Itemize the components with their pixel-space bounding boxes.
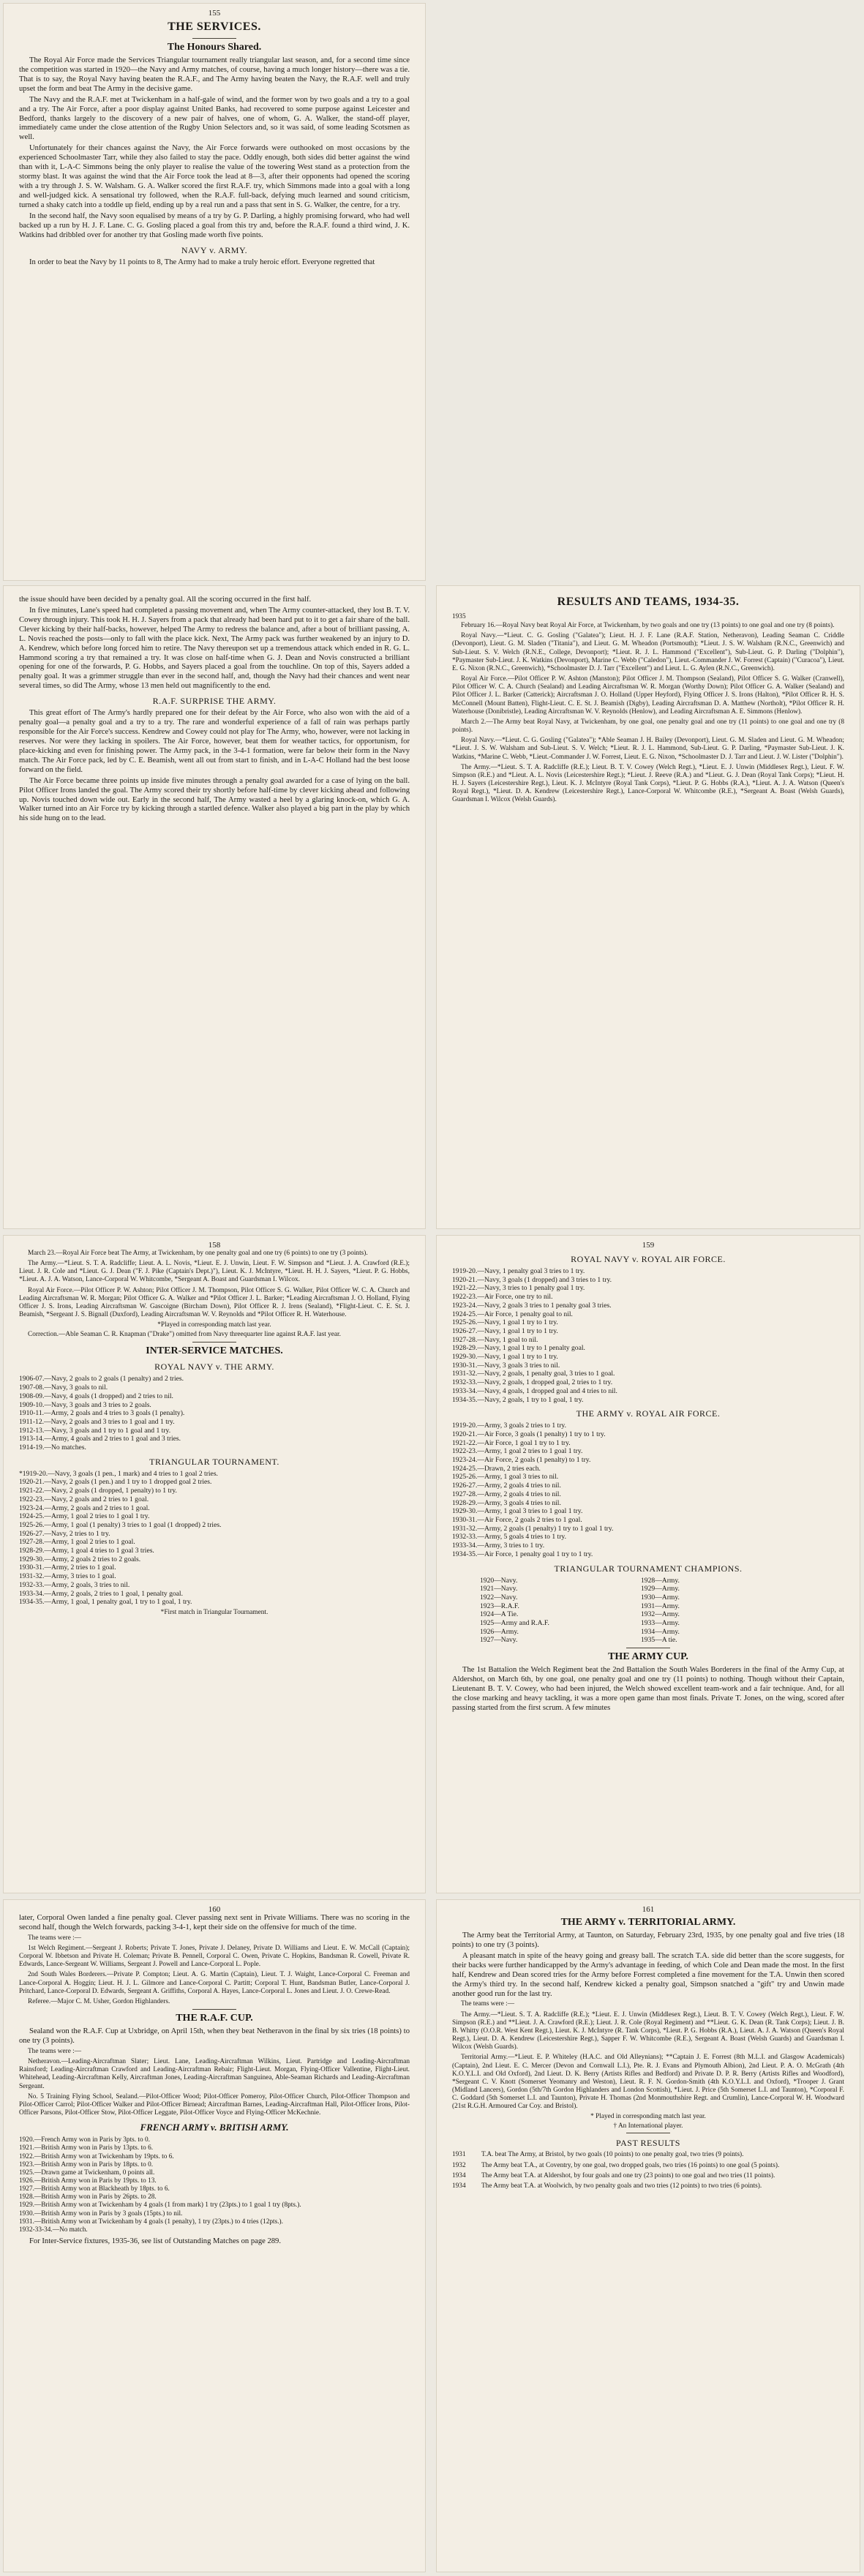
list-item: 1931.—British Army won at Twickenham by 4 goals (1 penalty), 1 try (23pts.) to 4 tries (12pts.). — [19, 2218, 283, 2226]
list-item — [452, 2182, 844, 2193]
list-item: 1929—Army. — [641, 1585, 680, 1593]
list-item: 1919-20.—Navy, 1 penalty goal 3 tries to 1 try. — [452, 1267, 585, 1275]
page-158 — [3, 1235, 426, 1893]
list-item: 1930-31.—Navy, 3 goals 3 tries to nil. — [452, 1361, 560, 1370]
section-subtitle: THE ARMY v. ROYAL AIR FORCE. — [576, 1408, 721, 1419]
list-item: 1929.—British Army won at Twickenham by 4 goals (1 from mark) 1 try (23pts.) to 1 goal 1 try (8pts.). — [19, 2201, 301, 2209]
result-year: 1931 — [452, 2151, 466, 2159]
section-body — [436, 1666, 860, 1713]
page-156 — [3, 585, 426, 1229]
section-title: INTER-SERVICE MATCHES. — [146, 1345, 283, 1357]
list-item: 1910-11.—Army, 2 goals and 4 tries to 3 goals (1 penalty). — [19, 1409, 185, 1418]
list-item: 1922.—British Army won at Twickenham by 19pts. to 6. — [19, 2152, 174, 2160]
section-subtitle: ROYAL NAVY v. ROYAL AIR FORCE. — [571, 1254, 726, 1264]
team-list: The Army.—*Lieut. S. T. A. Radcliffe; Lieut. A. L. Novis, *Lieut. E. J. Unwin, Lieut. F. W. Simpson and *Lieut. J. A. Crawford (R.E.); Lieut. J. R. Cole and *Lieut. G. J. Dean ("F. J. Pike (Captain's Dept.)"), Lieut. K. J. McIntyre, *Lieut. H. H. J. Sayers, *Lieut. P. G. Hobbs, *Lieut. A. J. A. Watson, Lance-Corporal W. Whitcombe, *Sergeant A. Boast and Guardsman I. Wilcox. — [19, 1260, 410, 1284]
divider — [192, 2009, 236, 2010]
team-list: Royal Navy.—*Lieut. C. G. Gosling ("Galatea"); Lieut. H. J. F. Lane (R.A.F. Station, Netheravon), Leading Seaman C. Criddle (Devonport), Lieut. G. M. Sladen ("Titania"), and Lieut. G. M. Wheadon (Portsmouth); *Lieut. J. S. W. Walsham (R.N.C., Greenwich) and Sub-Lieut. S. V. Welch (R.N.E., College, Devonport); *Lieut. R. J. L. Hammond ("Excellent"), Sub-Lieut. G. P. Darling ("Dolphin"), *Paymaster Sub-Lieut. J. K. Watkins (Devonport), Marine C. Webb ("Caledon"), Lieut.-Commander J. W. Forrest (Captain) ("Curacoa"), Lieut. E. G. Nixon (R.N.C., Greenwich), *Schoolmaster D. J. Tarr ("Excellent") and Lieut. L. G. Aylen (R.N.C., Greenwich). — [452, 632, 844, 672]
list-item: 1932-33.—Navy, 2 goals, 1 dropped goal, 2 tries to 1 try. — [452, 1378, 613, 1387]
list-item: 1925-26.—Army, 1 goal (1 penalty) 3 tries to 1 goal (1 dropped) 2 tries. — [19, 1520, 222, 1529]
list-item: 1924-25.—Army, 1 goal 2 tries to 1 goal 1 try. — [19, 1512, 150, 1521]
list-item: 1935—A tie. — [641, 1636, 677, 1645]
list-item: 1933-34.—Army, 3 tries to 1 try. — [452, 1542, 545, 1550]
list-item: 1929-30.—Army, 1 goal 3 tries to 1 goal 1 try. — [452, 1507, 583, 1516]
paragraph: Unfortunately for their chances against the Navy, the Air Force forwards were outhooked on most occasions by the experienced Schoolmaster Tarr, while they also failed to stay the pace. Oddly enough, both sides did better against the wind than with it, L-A-C Simmons being the only player to realise the value of the towering West stand as a protection from the stormy blast. It was against the wind that the Air Force took the lead at 8—3, after their opponents had opened the scoring with a try through J. S. W. Walsham. G. A. Walker scored the first R.A.F. try, which Simmons made into a goal with a long and well-judged kick. A sensational try followed, when the R.A.F. full-back, defying much learned and sound criticism, turned a shaky catch into a toddle up field, ending up by a real run and a pass that sent in S. G. Walker, the centre, for a try. — [19, 144, 410, 209]
list-item: 1909-10.—Navy, 3 goals and 3 tries to 2 goals. — [19, 1400, 151, 1409]
section-body — [3, 258, 426, 268]
divider — [192, 38, 236, 39]
list-item: 1928-29.—Navy, 1 goal 1 try to 1 penalty goal. — [452, 1344, 585, 1353]
team-list: Netheravon.—Leading-Aircraftman Slater; Lieut. Lane, Leading-Aircraftman Wilkins, Lieut. Partridge and Leading-Aircraftman Rainsford; Leading-Aircraftman Crawford and Leading-Aircraftman Rebair; Flight-Lieut. Morgan, Flying-Officer Vallentine, Flight-Lieut. Whitehead, Leading-Aircraftman Kelly, Aircraftman Jones, Leading-Aircraftman Sanguinea, Able-Seaman Richards and Leading-Aircraftman Sergeant. — [19, 2058, 410, 2090]
list-item: 1925—Army and R.A.F. — [480, 1619, 549, 1628]
list-item: 1921-22.—Air Force, 1 goal 1 try to 1 try. — [452, 1438, 571, 1447]
paragraph: later, Corporal Owen landed a fine penalty goal. Clever passing next sent in Private Williams. There was no scoring in the second half, though the Welch forwards, packing 3-4-1, kept their side on the offensive for much of the time. — [19, 1914, 410, 1931]
page-body — [436, 613, 860, 804]
section-subtitle: TRIANGULAR TOURNAMENT CHAMPIONS. — [554, 1563, 743, 1574]
list-item: 1924-25.—Drawn, 2 tries each. — [452, 1464, 541, 1473]
list-item: 1934-35.—Navy, 2 goals, 1 try to 1 goal, 1 try. — [452, 1395, 584, 1404]
list-item: 1921-22.—Navy, 3 tries to 1 penalty goal 1 try. — [452, 1284, 585, 1293]
list-item: 1933—Army. — [641, 1619, 680, 1628]
list-item: 1919-20.—Army, 3 goals 2 tries to 1 try. — [452, 1422, 566, 1430]
list-item: 1934—Army. — [641, 1627, 680, 1636]
section-body — [3, 56, 426, 241]
paragraph: The Air Force became three points up inside five minutes through a penalty goal awarded for a case of lying on the ball. Pilot Officer Irons landed the goal. The Army scored their try shortly before half-time by clever kicking ahead and following up. Novis touched down wide out. Early in the second half, The Army wasted a heel by a glaring knock-on, which G. A. Walker turned into an Air Force try by kicking through a startled defence. Walker also played a big part in the play by which his side hung on to the lead. — [19, 776, 410, 823]
list-item: 1923-24.—Navy, 2 goals 3 tries to 1 penalty goal 3 tries. — [452, 1301, 612, 1310]
teams-intro: The teams were :— — [28, 1934, 82, 1942]
section-title: THE ARMY CUP. — [608, 1651, 688, 1663]
list-item: 1932-33.—Army, 5 goals 4 tries to 1 try. — [452, 1533, 566, 1542]
page-160 — [3, 1899, 426, 2572]
list-item: 1930-31.—Army, 2 tries to 1 goal. — [19, 1563, 116, 1572]
page-title: THE SERVICES. — [168, 20, 261, 33]
results-list — [3, 1470, 426, 1607]
list-item: 1930—Army. — [641, 1593, 680, 1601]
team-list: Royal Navy.—*Lieut. C. G. Gosling ("Galatea"); *Able Seaman J. H. Bailey (Devonport), Lieut. G. M. Sladen and Lieut. G. M. Wheadon; *Lieut. J. S. W. Walsham and Sub-Lieut. S. V. Welch; *Lieut. R. J. L. Hammond, Sub-Lieut. G. P. Darling, *Paymaster Sub-Lieut. J. K. Watkins, *Marine C. Webb, *Lieut.-Commander J. W. Forrest, Lieut. E. G. Nixon, *Schoolmaster D. J. Tarr and Lieut. J. W. Lister ("Dolphin"). — [452, 737, 844, 761]
team-list: The Army.—*Lieut. S. T. A. Radcliffe (R.E.); Lieut. B. T. V. Cowey (Welch Regt.), *Lieut. E. J. Unwin (Middlesex Regt.), Lieut. F. W. Simpson (R.E.) and *Lieut. A. L. Novis (Leicestershire Regt.); *Lieut. J. Reeve (R.A.) and *Lieut. G. J. Dean (Royal Tank Corps); *Lieut. H. H. J. Sayers (Leicestershire Regt.), Lieut. K. J. McIntyre (Royal Tank Corps), *Lieut. P. G. Hobbs (R.A.), *Lieut. A. J. A. Watson (Queen's Royal Regt.), *Lieut. D. A. Kendrew (Leicestershire Regt.), Lance-Corporal W. Whitcombe (R.E.), *Sergeant A. Boast (Welsh Guards), Guardsman I. Wilcox (Welsh Guards). — [452, 763, 844, 804]
paragraph: The 1st Battalion the Welch Regiment beat the 2nd Battalion the South Wales Borderers in the final of the Army Cup, at Aldershot, on March 6th, by one goal, one penalty goal and one try (11 points) to nothing. Though without their Captain, Lieutenant B. T. V. Cowey, who had been injured, the Welch showed excellent team-work and a fair technique. And, for all the close marking and heavy tackling, it was a more open game than most finals. Private T. Jones, on the wing, scored after passing started from the first scrum. A few minutes — [452, 1666, 844, 1712]
list-item: 1923.—British Army won in Paris by 18pts. to 0. — [19, 2160, 154, 2168]
list-item: 1931—Army. — [641, 1601, 680, 1610]
paragraph: In the second half, the Navy soon equalised by means of a try by G. P. Darling, a highly promising forward, who had well backed up a run by H. J. F. Lane. C. G. Gosling placed a goal from this try and, before the R.A.F. found a third wind, J. K. Watkins had dribbled over for another try that Gosling made worth five points. — [19, 211, 410, 239]
list-item: 1921-22.—Navy, 2 goals (1 dropped, 1 penalty) to 1 try. — [19, 1487, 177, 1495]
list-item: 1926-27.—Army, 2 goals 4 tries to nil. — [452, 1482, 561, 1490]
footnote: *Played in corresponding match last year. — [157, 1321, 271, 1329]
list-item: 1928.—British Army won in Paris by 26pts. to 28. — [19, 2193, 157, 2201]
list-item: 1922-23.—Army, 1 goal 2 tries to 1 goal 1 try. — [452, 1447, 583, 1456]
section-subtitle: ROYAL NAVY v. THE ARMY. — [154, 1362, 274, 1373]
divider — [192, 1342, 236, 1343]
list-item: 1914-19.—No matches. — [19, 1443, 86, 1452]
list-item: 1922-23.—Air Force, one try to nil. — [452, 1293, 553, 1302]
list-item: 1925-26.—Army, 1 goal 3 tries to nil. — [452, 1473, 559, 1482]
page-number: 155 — [208, 9, 221, 18]
page-157 — [436, 585, 860, 1229]
list-item: 1926—Army. — [480, 1627, 519, 1636]
page-title: RESULTS AND TEAMS, 1934-35. — [557, 596, 740, 608]
list-item: 1927—Navy. — [480, 1636, 518, 1645]
section-subtitle: PAST RESULTS — [616, 2138, 680, 2149]
page-body — [3, 1250, 426, 1339]
champions-column — [641, 1577, 787, 1645]
list-item: 1928-29.—Army, 1 goal 4 tries to 1 goal 3 tries. — [19, 1547, 154, 1555]
section-title: THE R.A.F. CUP. — [176, 2013, 253, 2024]
list-item: 1908-09.—Navy, 4 goals (1 dropped) and 2 tries to nil. — [19, 1392, 173, 1400]
result-year: 1934 — [452, 2182, 466, 2190]
list-item: 1921.—British Army won in Paris by 13pts. to 6. — [19, 2144, 154, 2152]
section-body — [3, 2237, 426, 2247]
list-item: 1927-28.—Army, 1 goal 2 tries to 1 goal. — [19, 1538, 135, 1547]
correction-note: Correction.—Able Seaman C. R. Knapman ("Drake") omitted from Navy threequarter line against R.A.F. last year. — [28, 1331, 341, 1339]
page-body — [3, 1914, 426, 2006]
list-item: 1926-27.—Navy, 1 goal 1 try to 1 try. — [452, 1326, 558, 1335]
list-item: 1927-28.—Army, 2 goals 4 tries to nil. — [452, 1490, 561, 1498]
results-list — [436, 1267, 860, 1404]
list-item: 1920—Navy. — [480, 1576, 518, 1585]
list-item: 1931-32.—Army, 2 goals (1 penalty) 1 try to 1 goal 1 try. — [452, 1524, 614, 1533]
match-heading: February 16.—Royal Navy beat Royal Air Force, at Twickenham, by two goals and one try (13 points) to one goal and one try (8 points). — [461, 622, 835, 630]
list-item — [452, 2151, 844, 2161]
page-159 — [436, 1235, 860, 1893]
team-list: 1st Welch Regiment.—Sergeant J. Roberts; Private T. Jones, Private J. Delaney, Private D. Williams and Lieut. E. W. McCall (Captain); Corporal W. Ibbetson and Private H. Coleman; Private B. Pennell, Corporal C. Owen, Private C. Hopkins, Bandsman R. Cowell, Private R. Edwards, Lance-Sergeant W. Williams, Sergeant J. Powell and Lance-Corporal L. Pople. — [19, 1945, 410, 1969]
referee: Referee.—Major C. M. Usher, Gordon Highlanders. — [28, 1997, 170, 2005]
list-item — [452, 2162, 844, 2172]
list-item: 1912-13.—Navy, 3 goals and 1 try to 1 goal and 1 try. — [19, 1426, 171, 1435]
list-item: 1913-14.—Army, 4 goals and 2 tries to 1 goal and 3 tries. — [19, 1435, 181, 1443]
list-item: 1932—Army. — [641, 1610, 680, 1619]
paragraph: In order to beat the Navy by 11 points to 8, The Army had to make a truly heroic effort. Everyone regretted that — [29, 258, 375, 266]
section-subtitle: TRIANGULAR TOURNAMENT. — [149, 1456, 279, 1467]
result-text: The Army beat T.A. at Woolwich, by two penalty goals and two tries (12 points) to two tries (6 points). — [481, 2182, 762, 2190]
paragraph: Sealand won the R.A.F. Cup at Uxbridge, on April 15th, when they beat Netheravon in the final by six tries (18 points) to one try (3 points). — [19, 2027, 410, 2046]
list-item: 1920-21.—Air Force, 3 goals (1 penalty) 1 try to 1 try. — [452, 1430, 606, 1438]
list-item: 1924-25.—Air Force, 1 penalty goal to nil. — [452, 1310, 573, 1318]
list-item: 1931-32.—Navy, 2 goals, 1 penalty goal, 3 tries to 1 goal. — [452, 1370, 615, 1378]
paragraph: A pleasant match in spite of the heavy going and greasy ball. The scratch T.A. side did better than the score suggests, for their backs were further handicapped by the Army's advantage in feeding, of which Cole and Dean made the most. In the first half, Kendrew and Dean scored tries for the Army before Forrest completed a fine movement for the T.A. Unwin then scored the Army's third try. In the second half, Kendrew kicked a penalty goal, Simpson snatched a "gift" try and Unwin made another good run for the last try. — [452, 1951, 844, 1998]
match-heading: March 2.—The Army beat Royal Navy, at Twickenham, by one goal, one penalty goal and one try (11 points) to one goal and one try (8 points). — [452, 718, 844, 735]
paragraph: This great effort of The Army's hardly prepared one for their defeat by the Air Force, who also won with the aid of a penalty goal—a penalty goal and a try to a try. The rare and wonderful experience of a fall of rain was perhaps partly responsible for the Air Force's success. Kendrew and Cowey could not play for The Army, who, however, were not lacking in reserves. Nor were they lacking in spoilers. The Air Force, however, beat them for weather tactics, for opportunism, for place-kicking and even for finishing power. The Army pack, in the 3-4-1 formation, were far below their form in the Navy match. The Air Force pack, led by C. E. Beamish, went all out from start to finish, and in L-A-C Holland had the best loose forward on the field. — [19, 709, 410, 774]
list-item: 1931-32.—Army, 3 tries to 1 goal. — [19, 1572, 116, 1581]
section-title: R.A.F. SURPRISE THE ARMY. — [152, 696, 277, 707]
page-number: 161 — [642, 1905, 655, 1914]
results-list — [3, 1375, 426, 1452]
paragraph: The Navy and the R.A.F. met at Twickenham in a half-gale of wind, and the former won by two goals and a try to a goal and a try. The Air Force, after a poor display against United Banks, had recovered to some purpose against Leicester and Bedford, thanks largely to the discovery of a new pair of halves, one of whom, G. A. Walker, the stand-off player, immediately came under the close attention of the Rugby Union Selectors and, so it was said, of some leading Scotsmen as well. — [19, 95, 410, 142]
footnote: * Played in corresponding match last year. — [590, 2113, 706, 2121]
list-item — [452, 2172, 844, 2182]
list-item: 1907-08.—Navy, 3 goals to nil. — [19, 1383, 108, 1392]
paragraph: The Royal Air Force made the Services Triangular tournament really triangular last season, and, for a second time since the competition was started in 1920—the Navy and Army matches, of course, having a much longer history—there was a tie. That is to say, the Royal Navy having beaten the R.A.F., and The Army having beaten the Navy, the R.A.F. well and truly upset the form and beat The Army in the decisive game. — [19, 56, 410, 93]
team-list: Royal Air Force.—Pilot Officer P. W. Ashton; Pilot Officer J. M. Thompson, Pilot Officer S. G. Walker, Pilot Officer W. C. A. Church and Leading Aircraftsman W. R. Morgan; Pilot Officer G. A. Walker and *Pilot Officer J. L. Barker; *Leading Aircraftsman J. O. Holland, Flying Officer J. S. Irons, Leading Aircraftsman W. Gascoigne (Bircham Down), Pilot Officer R. J. Irens (Sealand), *Flight-Lieut. C. E. St. J. Beamish, *Sergeant J. S. Bignall (Duxford), Leading Aircraftsman W. V. Reynolds and *Pilot Officer R. H. Waterhouse. — [19, 1286, 410, 1319]
page-body — [436, 1931, 860, 2130]
list-item: 1923-24.—Air Force, 2 goals (1 penalty) to 1 try. — [452, 1456, 591, 1465]
section-title: The Honours Shared. — [167, 42, 262, 53]
section-title: NAVY v. ARMY. — [181, 244, 248, 255]
list-item: 1925.—Drawn game at Twickenham, 0 points all. — [19, 2168, 155, 2177]
fixtures-note: For Inter-Service fixtures, 1935-36, see list of Outstanding Matches on page 289. — [29, 2237, 282, 2246]
list-item: 1924—A Tie. — [480, 1610, 519, 1619]
list-item: 1929-30.—Navy, 1 goal 1 try to 1 try. — [452, 1353, 558, 1362]
paragraph: In five minutes, Lane's speed had completed a passing movement and, when The Army counter-attacked, they lost B. T. V. Cowey through injury. This took H. H. J. Sayers from a pack that already had been hard put to it to get a fair share of the ball. Clever kicking by their half-backs, however, helped The Army to redress the balance and, after a bout of brilliant passing, A. L. Novis reached the posts—only to fall with the place kick. Next, The Army pack was further weakened by an injury to D. A. Kendrew, which before long forced him to retire. The Navy thereupon set up a tremendous attack which ended in R. G. L. Hammond scoring a try that remained a try. It was close on half-time when G. J. Dean and Novis constructed a brilliant opening for one of the forwards, P. G. Hobbs, and Sayers placed a goal from the touchline. On top of this, Sayers added a penalty goal. It was a grimmer struggle than ever in the second half, and, though the Navy had their chances and went near several times, so did The Army, whose 13 men held out magnificently to the end. — [19, 606, 410, 691]
teams-intro: The teams were :— — [28, 2047, 82, 2055]
list-item: 1927-28.—Navy, 1 goal to nil. — [452, 1335, 538, 1344]
list-item: 1929-30.—Army, 2 goals 2 tries to 2 goals. — [19, 1555, 141, 1563]
page-number: 159 — [642, 1241, 655, 1250]
list-item: 1930-31.—Air Force, 2 goals 2 tries to 1 goal. — [452, 1515, 582, 1524]
list-item: 1927.—British Army won at Blackheath by 18pts. to 6. — [19, 2185, 170, 2193]
list-item: 1928—Army. — [641, 1576, 680, 1585]
paragraph: the issue should have been decided by a penalty goal. All the scoring occurred in the first half. — [19, 596, 312, 604]
results-list — [3, 2136, 426, 2234]
team-list: 2nd South Wales Borderers.—Private P. Compton; Lieut. A. G. Martin (Captain), Lieut. T. J. Waight, Lance-Corporal C. Freeman and Lance-Corporal A. Hoggin; Lieut. H. J. L. Gilmore and Lance-Corporal C. Partitt; Corporal T. Hunt, Bandsman Butler, Lance-Corporal J. Pritchard, Lance-Corporal D. Edwards, Sergeant A. Griffiths, Corporal A. Hayes, Lance-Corporal L. Jones and Lieut. J. O. Crewe-Read. — [19, 1971, 410, 1995]
list-item: 1923—R.A.F. — [480, 1601, 519, 1610]
page-number: 160 — [208, 1905, 221, 1914]
list-item: 1921—Navy. — [480, 1585, 518, 1593]
list-item: 1926.—British Army won in Paris by 19pts. to 13. — [19, 2177, 157, 2185]
list-item: 1930.—British Army won in Paris by 3 goals (15pts.) to nil. — [19, 2209, 183, 2218]
section-body — [3, 2027, 426, 2117]
list-item: 1926-27.—Navy, 2 tries to 1 try. — [19, 1529, 110, 1538]
team-list: Territorial Army.—*Lieut. E. P. Whiteley (H.A.C. and Old Alleynians); **Captain J. E. Forrest (8th M.L.I. and Glasgow Academicals) (Captain), 2nd Lieut. E. C. Mercer (Devon and Cornwall L.I.), Pte. R. J. Evans and Plymouth Albion), 2nd Lieut. P. A. O. McGrath (4th K.O.Y.L.I. and Old Oxford), 2nd Lieut. D. K. Berry (Artists Rifles and Bedford) and Private D. P. R. Berry (Artists Rifles and Woodford), *Sergeant C. V. Knott (Somerset Yeomanry and Weston), Lieut. R. F. N. Gordon-Smith (4th K.O.Y.L.I. and Oxford), *Trooper J. Grant (Midland Lancers), Gordon (5th/7th Gordon Highlanders and London Scottish), *Lieut. J. Price (5th Somerset L.I. and Taunton), *Corporal F. C. Goddard (5th Somerset L.I. and Taunton), Private H. Thomas (2nd Monmouthshire Regt. and Crumlin), Lance-Corporal W. H. Woodward (21st R.G.H. Armoured Car Coy. and Bristol). — [452, 2054, 844, 2111]
list-item: 1920-21.—Navy, 3 goals (1 dropped) and 3 tries to 1 try. — [452, 1275, 612, 1284]
result-text: T.A. beat The Army, at Bristol, by two goals (10 points) to one penalty goal, two tries (9 points). — [481, 2151, 744, 2159]
footnote: *First match in Triangular Tournament. — [160, 1608, 268, 1616]
match-heading: March 23.—Royal Air Force beat The Army, at Twickenham, by one penalty goal and one try (6 points) to one try (3 points). — [28, 1250, 368, 1257]
list-item: 1925-26.—Navy, 1 goal 1 try to 1 try. — [452, 1318, 558, 1327]
year-label: 1935 — [452, 613, 466, 620]
list-item: 1932-33.—Army, 2 goals, 3 tries to nil. — [19, 1580, 130, 1589]
paragraph: The Army beat the Territorial Army, at Taunton, on Saturday, February 23rd, 1935, by one penalty goal and five tries (18 points) to one try (3 points). — [452, 1931, 844, 1949]
list-item: 1922-23.—Navy, 2 goals and 2 tries to 1 goal. — [19, 1495, 149, 1503]
list-item: 1911-12.—Navy, 2 goals and 3 tries to 1 goal and 1 try. — [19, 1417, 175, 1426]
past-results — [436, 2151, 860, 2193]
list-item: 1920-21.—Navy, 2 goals (1 pen.) and 1 try to 1 dropped goal 2 tries. — [19, 1478, 212, 1487]
result-text: The Army beat T.A., at Coventry, by one goal, two dropped goals, two tries (16 points) to one goal (5 points). — [481, 2161, 780, 2169]
list-item: 1928-29.—Army, 3 goals 4 tries to nil. — [452, 1498, 561, 1507]
page-155 — [3, 3, 426, 581]
page-number: 158 — [208, 1241, 221, 1250]
list-item: *1919-20.—Navy, 3 goals (1 pen., 1 mark) and 4 tries to 1 goal 2 tries. — [19, 1469, 218, 1478]
team-list: No. 5 Training Flying School, Sealand.—Pilot-Officer Wood; Pilot-Officer Pomeroy, Pilot-Officer Church, Pilot-Officer Thompson and Pilot-Officer Carrol; Pilot-Officer Walker and Pilot-Officer Birnead; Aircraftman Barnes, Leading-Aircraftman Hall, Pilot-Officer Irons, Pilot-Officer Parsons, Pilot-Officer Stow, Pilot-Officer Leggate, Pilot-Officer Voyce and Flying-Officer McKechnie. — [19, 2092, 410, 2117]
footnote: † An International player. — [613, 2122, 683, 2130]
list-item: 1932-33-34.—No match. — [19, 2226, 88, 2234]
results-list — [436, 1422, 860, 1558]
team-list: Royal Air Force.—Pilot Officer P. W. Ashton (Manston); Pilot Officer J. M. Thompson (Sealand), Pilot Officer S. G. Walker (Cranwell), Pilot Officer W. C. A. Church (Sealand) and Leading Aircraftsman W. R. Morgan (Worthy Down); Pilot Officer G. A. Walker (Sealand) and Pilot Officer J. L. Barker (Catterick); Aircraftsman J. O. Holland (Upper Heyford), Flying Officer J. S. Irons (Halton), *Pilot Officer R. H. S. McConnell (Mount Batten), Flight-Lieut. C. E. St. J. Beamish (Digby), Leading Aircraftsman D. A. Matthew (Northolt), *Pilot Officer R. H. Waterhouse (Donibristle), Leading Aircraftsman W. V. Reynolds (Henlow), and Leading Aircraftsman A. E. Simmons (Henlow). — [452, 675, 844, 716]
list-item: 1934-35.—Air Force, 1 penalty goal 1 try to 1 try. — [452, 1550, 593, 1558]
list-item: 1920.—French Army won in Paris by 3pts. to 0. — [19, 2136, 150, 2144]
champions-table — [436, 1577, 860, 1645]
champions-column — [480, 1577, 641, 1645]
list-item: 1923-24.—Army, 2 goals and 2 tries to 1 goal. — [19, 1503, 150, 1512]
list-item: 1934-35.—Army, 1 goal, 1 penalty goal, 1 try to 1 goal, 1 try. — [19, 1598, 192, 1607]
list-item: 1906-07.—Navy, 2 goals to 2 goals (1 penalty) and 2 tries. — [19, 1375, 184, 1383]
result-year: 1932 — [452, 2161, 466, 2169]
result-text: The Army beat T.A. at Aldershot, by four goals and one try (23 points) to one goal and two tries (11 points). — [481, 2171, 775, 2179]
section-title: THE ARMY v. TERRITORIAL ARMY. — [560, 1917, 736, 1928]
team-list: The Army.—*Lieut. S. T. A. Radcliffe (R.E.); *Lieut. E. J. Unwin (Middlesex Regt.), Lieut. B. T. V. Cowey (Welch Regt.), Lieut. F. W. Simpson (R.E.) and **Lieut. J. A. Crawford (R.E.); Lieut. J. R. Cole (Royal Regiment) and **Lieut. G. K. Dean (R. Tank Corps); Lieut. J. B. B. Whitty (O.O.R. West Kent Regt.), Lieut. K. J. McIntyre (R. Tank Corps), *Lieut. P. G. Hobbs (R.A.), Lieut. A. J. A. Watson (Queen's Royal Regt.), Lieut. D. A. Kendrew (Leicestershire Regt.), Sapper F. W. Whitcombe (R.E.), Sergeant A. Boast (Welsh Guards) and Guardsman I. Wilcox (Welsh Guards). — [452, 2010, 844, 2051]
result-year: 1934 — [452, 2171, 466, 2179]
page-body — [3, 585, 426, 691]
list-item: 1933-34.—Navy, 4 goals, 1 dropped goal and 4 tries to nil. — [452, 1386, 617, 1395]
section-title: FRENCH ARMY v. BRITISH ARMY. — [140, 2122, 289, 2133]
list-item: 1933-34.—Army, 2 goals, 2 tries to 1 goal, 1 penalty goal. — [19, 1589, 183, 1598]
list-item: 1922—Navy. — [480, 1593, 518, 1601]
teams-intro: The teams were :— — [461, 2000, 515, 2008]
page-161 — [436, 1899, 860, 2572]
section-body — [3, 709, 426, 824]
